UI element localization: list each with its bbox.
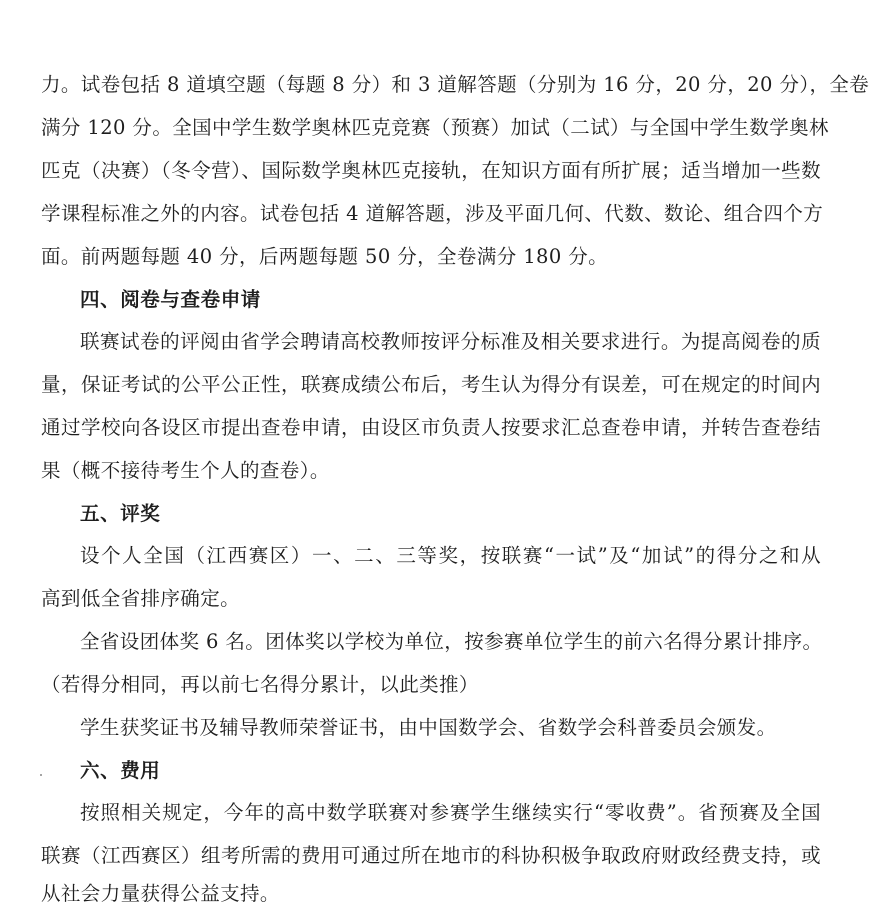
body-text-line: 联赛试卷的评阅由省学会聘请高校教师按评分标准及相关要求进行。为提高阅卷的质 bbox=[80, 330, 821, 353]
body-text-line: 从社会力量获得公益支持。 bbox=[41, 882, 280, 905]
section-heading-fees: 六、费用 bbox=[80, 759, 161, 782]
body-text-line: 满分 120 分。全国中学生数学奥林匹克竞赛（预赛）加试（二试）与全国中学生数学奥林 bbox=[41, 116, 829, 139]
body-text-line: 果（概不接待考生个人的查卷）。 bbox=[41, 459, 330, 482]
body-text-line: 联赛（江西赛区）组考所需的费用可通过所在地市的科协积极争取政府财政经费支持，或 bbox=[41, 844, 821, 867]
body-text-line: 设个人全国（江西赛区）一、二、三等奖，按联赛“一试”及“加试”的得分之和从 bbox=[80, 544, 821, 567]
body-text-line: 匹克（决赛）（冬令营）、国际数学奥林匹克接轨，在知识方面有所扩展；适当增加一些数 bbox=[41, 159, 821, 182]
section-heading-awards: 五、评奖 bbox=[80, 502, 161, 525]
body-text-line: （若得分相同，再以前七名得分累计，以此类推） bbox=[41, 673, 479, 696]
body-text-line: 面。前两题每题 40 分，后两题每题 50 分，全卷满分 180 分。 bbox=[41, 245, 609, 268]
body-text-line: 学课程标准之外的内容。试卷包括 4 道解答题，涉及平面几何、代数、数论、组合四个方 bbox=[41, 202, 824, 225]
body-text-line: 全省设团体奖 6 名。团体奖以学校为单位，按参赛单位学生的前六名得分累计排序。 bbox=[80, 630, 823, 653]
body-text-line: 按照相关规定，今年的高中数学联赛对参赛学生继续实行“零收费”。省预赛及全国 bbox=[80, 801, 821, 824]
body-text-line: 高到低全省排序确定。 bbox=[41, 587, 241, 610]
body-text-line: 量，保证考试的公平公正性，联赛成绩公布后，考生认为得分有误差，可在规定的时间内 bbox=[41, 373, 821, 396]
scan-speck bbox=[40, 774, 42, 776]
section-heading-review: 四、阅卷与查卷申请 bbox=[80, 288, 261, 311]
body-text-line: 通过学校向各设区市提出查卷申请，由设区市负责人按要求汇总查卷申请，并转告查卷结 bbox=[41, 416, 821, 439]
body-text-line: 力。试卷包括 8 道填空题（每题 8 分）和 3 道解答题（分别为 16 分，20 分，20 分），全卷 bbox=[41, 73, 870, 96]
body-text-line: 学生获奖证书及辅导教师荣誉证书，由中国数学会、省数学会科普委员会颁发。 bbox=[80, 716, 777, 739]
